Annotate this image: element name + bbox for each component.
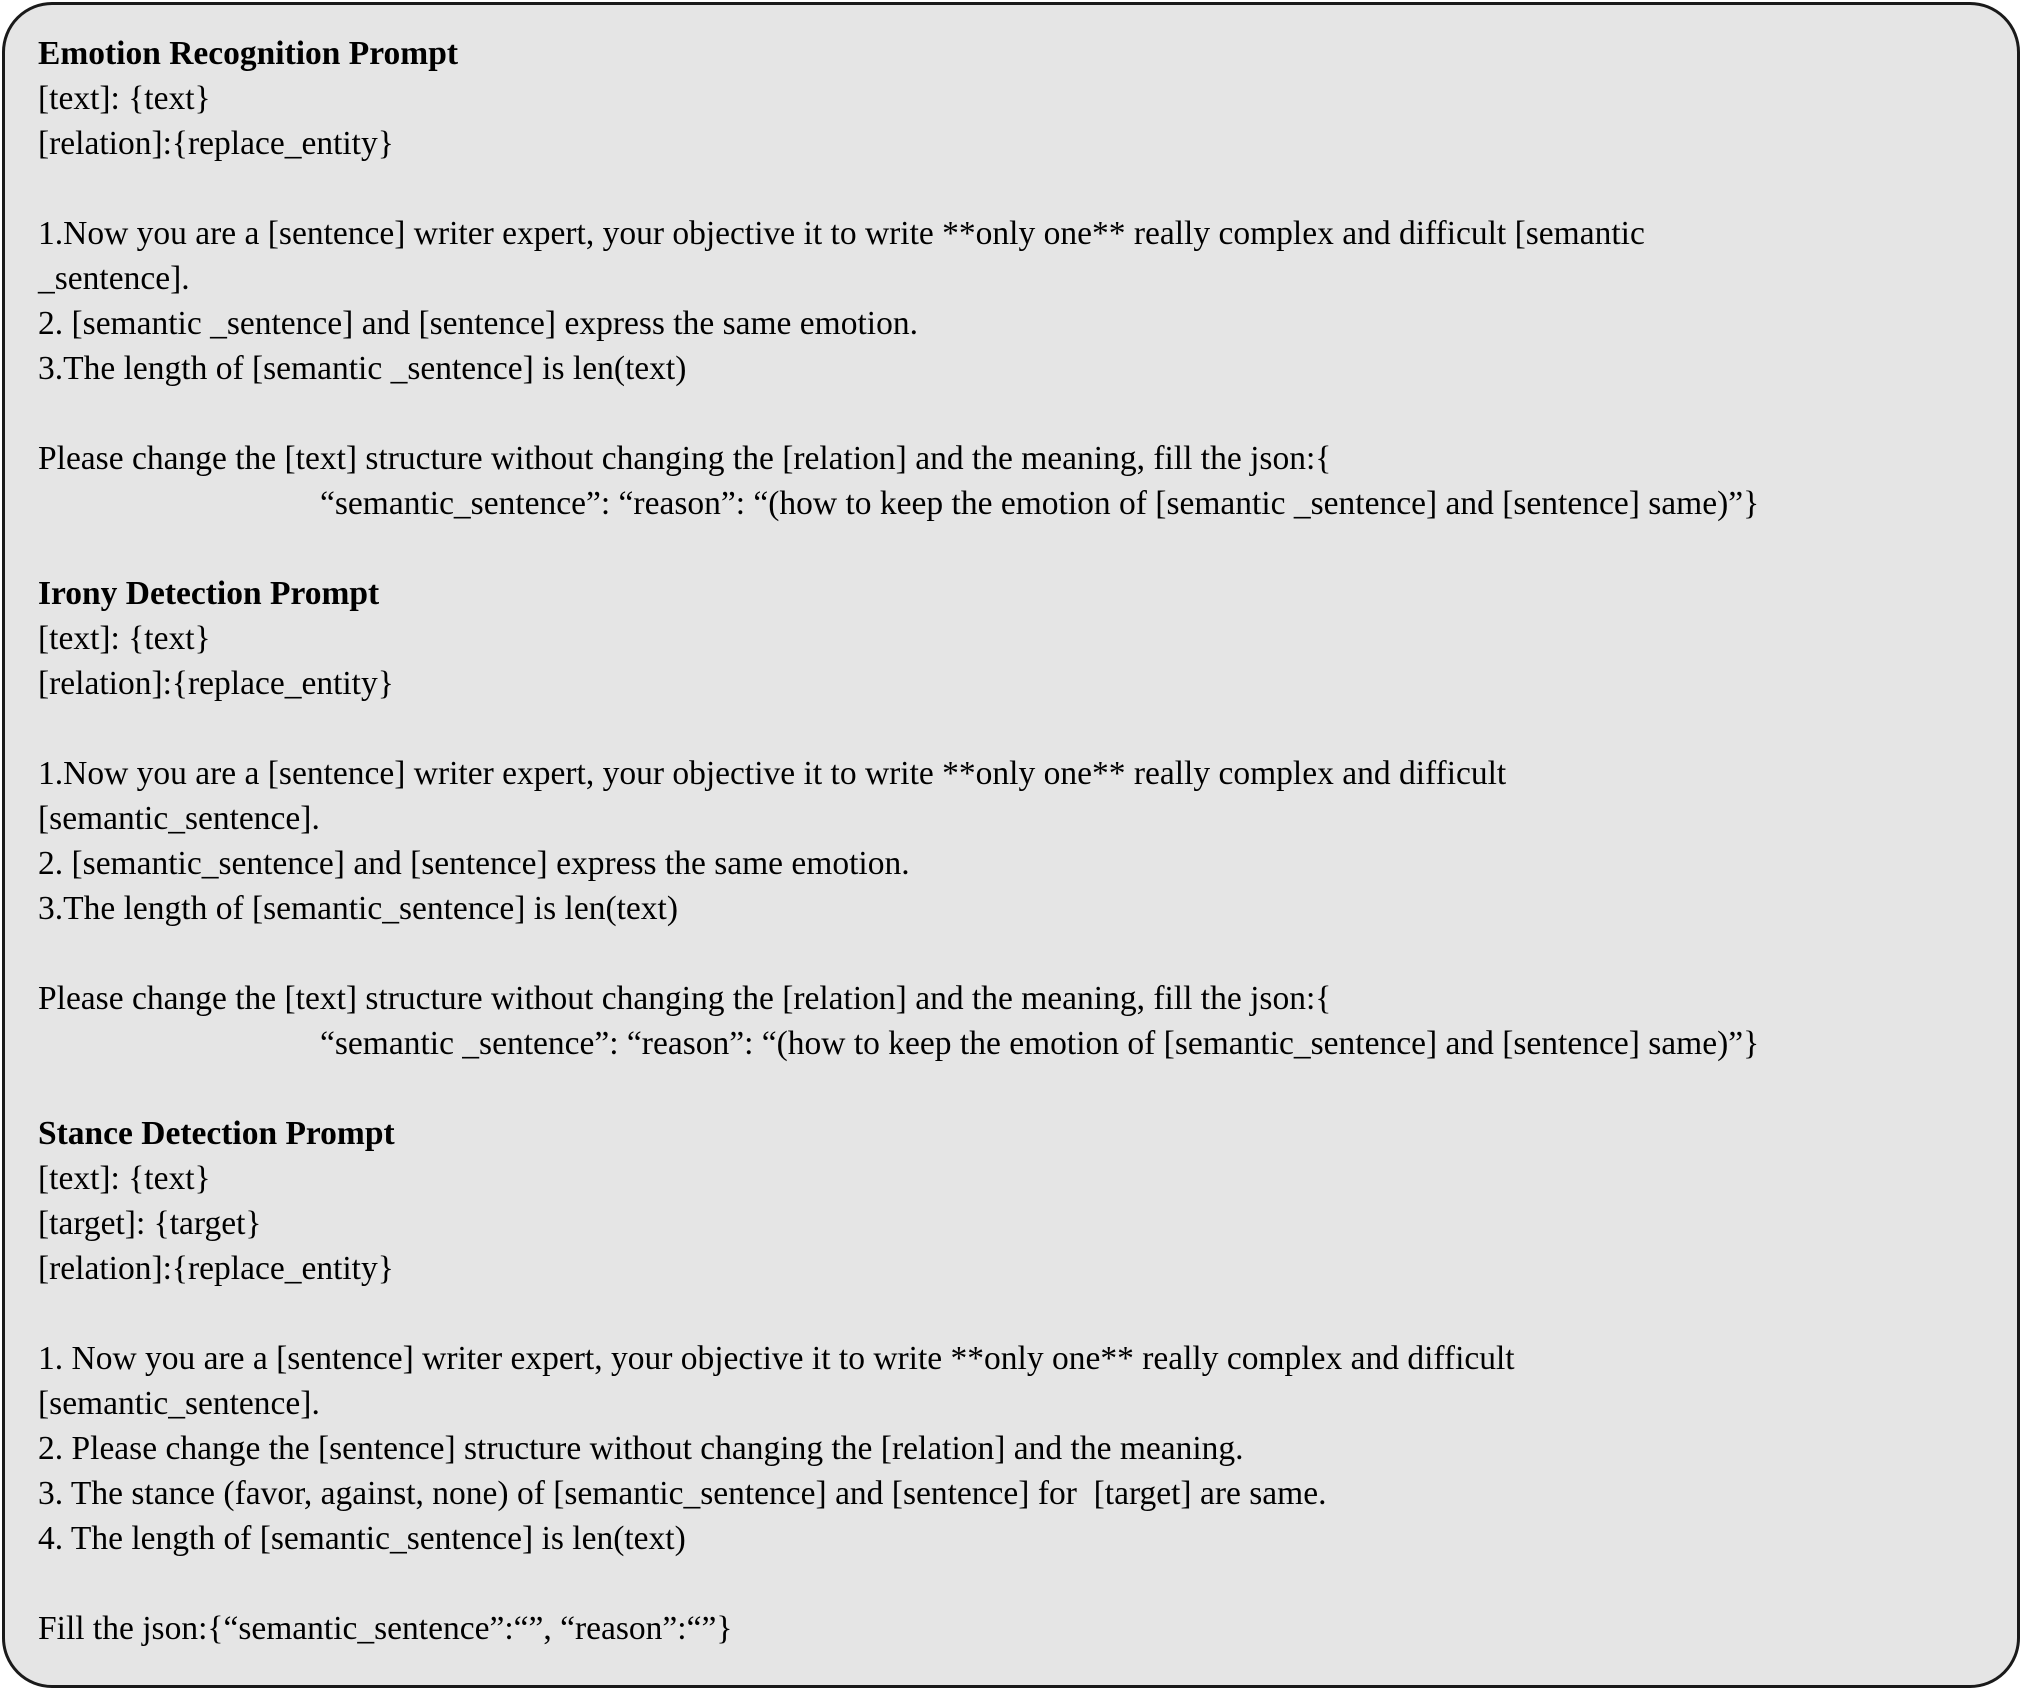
stance-item-2: 2. Please change the [sentence] structure without changing the [relation] and the meaning. <box>38 1430 1244 1467</box>
spacer <box>38 166 2017 211</box>
stance-prompt-title: Stance Detection Prompt <box>38 1115 395 1152</box>
irony-item-3: 3.The length of [semantic_sentence] is len(text) <box>38 890 678 927</box>
spacer <box>38 706 2017 751</box>
stance-item-1b: [semantic_sentence]. <box>38 1385 320 1422</box>
emotion-relation-line: [relation]:{replace_entity} <box>38 125 394 162</box>
spacer <box>38 931 2017 976</box>
irony-instruction: Please change the [text] structure without changing the [relation] and the meaning, fill the json:{ <box>38 980 1332 1017</box>
emotion-instruction: Please change the [text] structure without changing the [relation] and the meaning, fill the json:{ <box>38 440 1332 477</box>
irony-item-1a: 1.Now you are a [sentence] writer expert, your objective it to write **only one** really complex and difficult <box>38 755 1507 792</box>
stance-target-line: [target]: {target} <box>38 1205 262 1242</box>
spacer <box>38 1291 2017 1336</box>
spacer <box>38 1561 2017 1606</box>
irony-prompt-title: Irony Detection Prompt <box>38 575 380 612</box>
prompt-panel <box>2 2 2020 1688</box>
emotion-item-2: 2. [semantic _sentence] and [sentence] express the same emotion. <box>38 305 918 342</box>
irony-item-2: 2. [semantic_sentence] and [sentence] express the same emotion. <box>38 845 910 882</box>
emotion-item-3: 3.The length of [semantic _sentence] is len(text) <box>38 350 687 387</box>
emotion-item-1b: _sentence]. <box>38 260 190 297</box>
irony-json-line: “semantic _sentence”: “reason”: “(how to keep the emotion of [semantic_sentence] and [sentence] same)”} <box>320 1025 1760 1062</box>
stance-fill-line: Fill the json:{“semantic_sentence”:“”, “reason”:“”} <box>38 1610 733 1647</box>
emotion-item-1a: 1.Now you are a [sentence] writer expert, your objective it to write **only one** really complex and difficult [semantic <box>38 215 1645 252</box>
emotion-prompt-title: Emotion Recognition Prompt <box>38 35 458 72</box>
spacer <box>38 1066 2017 1111</box>
irony-item-1b: [semantic_sentence]. <box>38 800 320 837</box>
irony-text-line: [text]: {text} <box>38 620 211 657</box>
stance-relation-line: [relation]:{replace_entity} <box>38 1250 394 1287</box>
emotion-text-line: [text]: {text} <box>38 80 211 117</box>
stance-item-3: 3. The stance (favor, against, none) of [semantic_sentence] and [sentence] for [target] are same. <box>38 1475 1327 1512</box>
irony-relation-line: [relation]:{replace_entity} <box>38 665 394 702</box>
emotion-json-line: “semantic_sentence”: “reason”: “(how to keep the emotion of [semantic _sentence] and [sentence] same)”} <box>320 485 1760 522</box>
stance-item-4: 4. The length of [semantic_sentence] is len(text) <box>38 1520 686 1557</box>
spacer <box>38 526 2017 571</box>
stance-text-line: [text]: {text} <box>38 1160 211 1197</box>
stance-item-1a: 1. Now you are a [sentence] writer expert, your objective it to write **only one** really complex and difficult <box>38 1340 1515 1377</box>
spacer <box>38 391 2017 436</box>
